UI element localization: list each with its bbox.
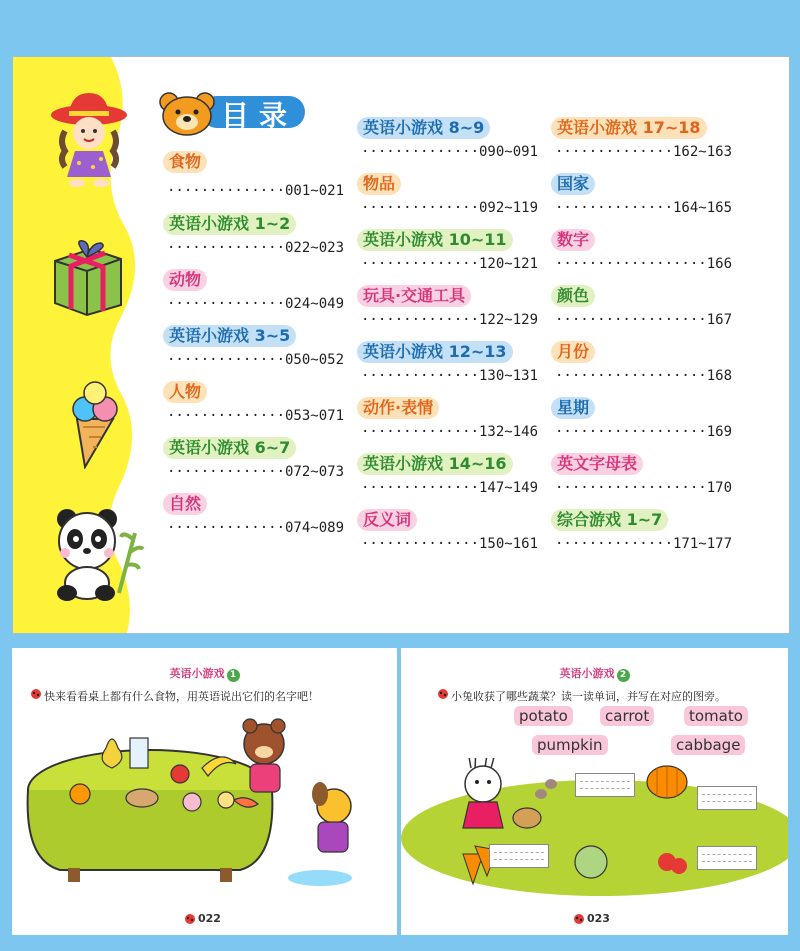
toc-entry-pages: ··············162~163 <box>555 144 733 160</box>
game-number-badge: 2 <box>617 669 630 682</box>
toc-entry-pages: ··················169 <box>555 424 733 440</box>
toc-entry-label: 英文字母表 <box>551 453 643 475</box>
game-title-text: 英语小游戏 <box>169 667 225 680</box>
toc-entry-pages: ··················166 <box>555 256 733 272</box>
game-number-badge: 1 <box>227 669 240 682</box>
toc-entry-label: 反义词 <box>357 509 417 531</box>
toc-entry-label: 食物 <box>163 151 207 173</box>
toc-title-badge <box>159 92 304 136</box>
word-carrot: carrot <box>600 706 654 726</box>
instruction-text: 小兔收获了哪些蔬菜？读一读单词，并写在对应的图旁。 <box>451 690 726 703</box>
toc-entry-label: 动物 <box>163 269 207 291</box>
toc-entry-pages: ··············050~052 <box>167 352 345 368</box>
panda-illustration <box>49 503 145 603</box>
toc-entry-label: 英语小游戏 8~9 <box>357 117 490 139</box>
ladybug-icon <box>30 688 42 700</box>
toc-entry-label: 英语小游戏 3~5 <box>163 325 296 347</box>
toc-entry-label: 英语小游戏 14~16 <box>357 453 513 475</box>
toc-entry-label: 英语小游戏 17~18 <box>551 117 707 139</box>
toc-entry-label: 英语小游戏 10~11 <box>357 229 513 251</box>
toc-entry-pages: ··············092~119 <box>361 200 539 216</box>
page-number: 022 <box>198 912 221 925</box>
toc-entry-pages: ··············090~091 <box>361 144 539 160</box>
toc-entry-label: 英语小游戏 6~7 <box>163 437 296 459</box>
food-table-illustration <box>20 710 390 900</box>
toc-entry-pages: ··············001~021 <box>167 183 345 199</box>
word-pumpkin: pumpkin <box>532 735 608 755</box>
toc-entry-pages: ··············164~165 <box>555 200 733 216</box>
toc-entry-label: 综合游戏 1~7 <box>551 509 668 531</box>
ladybug-icon <box>437 688 449 700</box>
word-cabbage: cabbage <box>671 735 745 755</box>
toc-panel <box>12 56 790 634</box>
toc-entry-label: 星期 <box>551 397 595 419</box>
toc-entry-label: 人物 <box>163 381 207 403</box>
toc-title: 目录 <box>221 99 298 132</box>
toc-entry-label: 月份 <box>551 341 595 363</box>
toc-entry-pages: ··················168 <box>555 368 733 384</box>
toc-entry-pages: ··············122~129 <box>361 312 539 328</box>
ladybug-icon <box>184 913 196 925</box>
gift-box-illustration <box>51 239 125 317</box>
toc-entry-pages: ··············171~177 <box>555 536 733 552</box>
toc-entry-pages: ··············024~049 <box>167 296 345 312</box>
word-tomato: tomato <box>684 706 748 726</box>
word-potato: potato <box>514 706 573 726</box>
page-number: 023 <box>587 912 610 925</box>
girl-illustration <box>49 93 129 193</box>
toc-entry-label: 动作·表情 <box>357 397 439 419</box>
book-page-left <box>12 648 397 935</box>
toc-entry-label: 国家 <box>551 173 595 195</box>
writing-box[interactable] <box>697 846 757 870</box>
ladybug-icon <box>573 913 585 925</box>
toc-entry-pages: ··············120~121 <box>361 256 539 272</box>
writing-box[interactable] <box>489 844 549 868</box>
bear-head-icon <box>159 92 215 136</box>
toc-entry-label: 物品 <box>357 173 401 195</box>
book-page-right <box>401 648 788 935</box>
toc-entry-label: 英语小游戏 12~13 <box>357 341 513 363</box>
ice-cream-illustration <box>63 379 127 469</box>
writing-box[interactable] <box>697 786 757 810</box>
toc-entry-pages: ··············022~023 <box>167 240 345 256</box>
toc-entry-label: 数字 <box>551 229 595 251</box>
toc-entry-label: 英语小游戏 1~2 <box>163 213 296 235</box>
toc-entry-label: 玩具·交通工具 <box>357 285 471 307</box>
toc-entry-pages: ··············074~089 <box>167 520 345 536</box>
instruction-text: 快来看看桌上都有什么食物，用英语说出它们的名字吧！ <box>44 690 319 703</box>
game-title <box>401 665 788 682</box>
toc-entry-pages: ··············130~131 <box>361 368 539 384</box>
game-title <box>12 665 397 682</box>
toc-entry-pages: ··················167 <box>555 312 733 328</box>
writing-box[interactable] <box>575 773 635 797</box>
toc-entry-pages: ··············072~073 <box>167 464 345 480</box>
toc-entry-pages: ··············132~146 <box>361 424 539 440</box>
toc-entry-label: 自然 <box>163 493 207 515</box>
toc-entry-pages: ··············150~161 <box>361 536 539 552</box>
toc-entry-pages: ··············147~149 <box>361 480 539 496</box>
toc-entry-pages: ··················170 <box>555 480 733 496</box>
toc-entry-pages: ··············053~071 <box>167 408 345 424</box>
game-title-text: 英语小游戏 <box>559 667 615 680</box>
toc-entry-label: 颜色 <box>551 285 595 307</box>
